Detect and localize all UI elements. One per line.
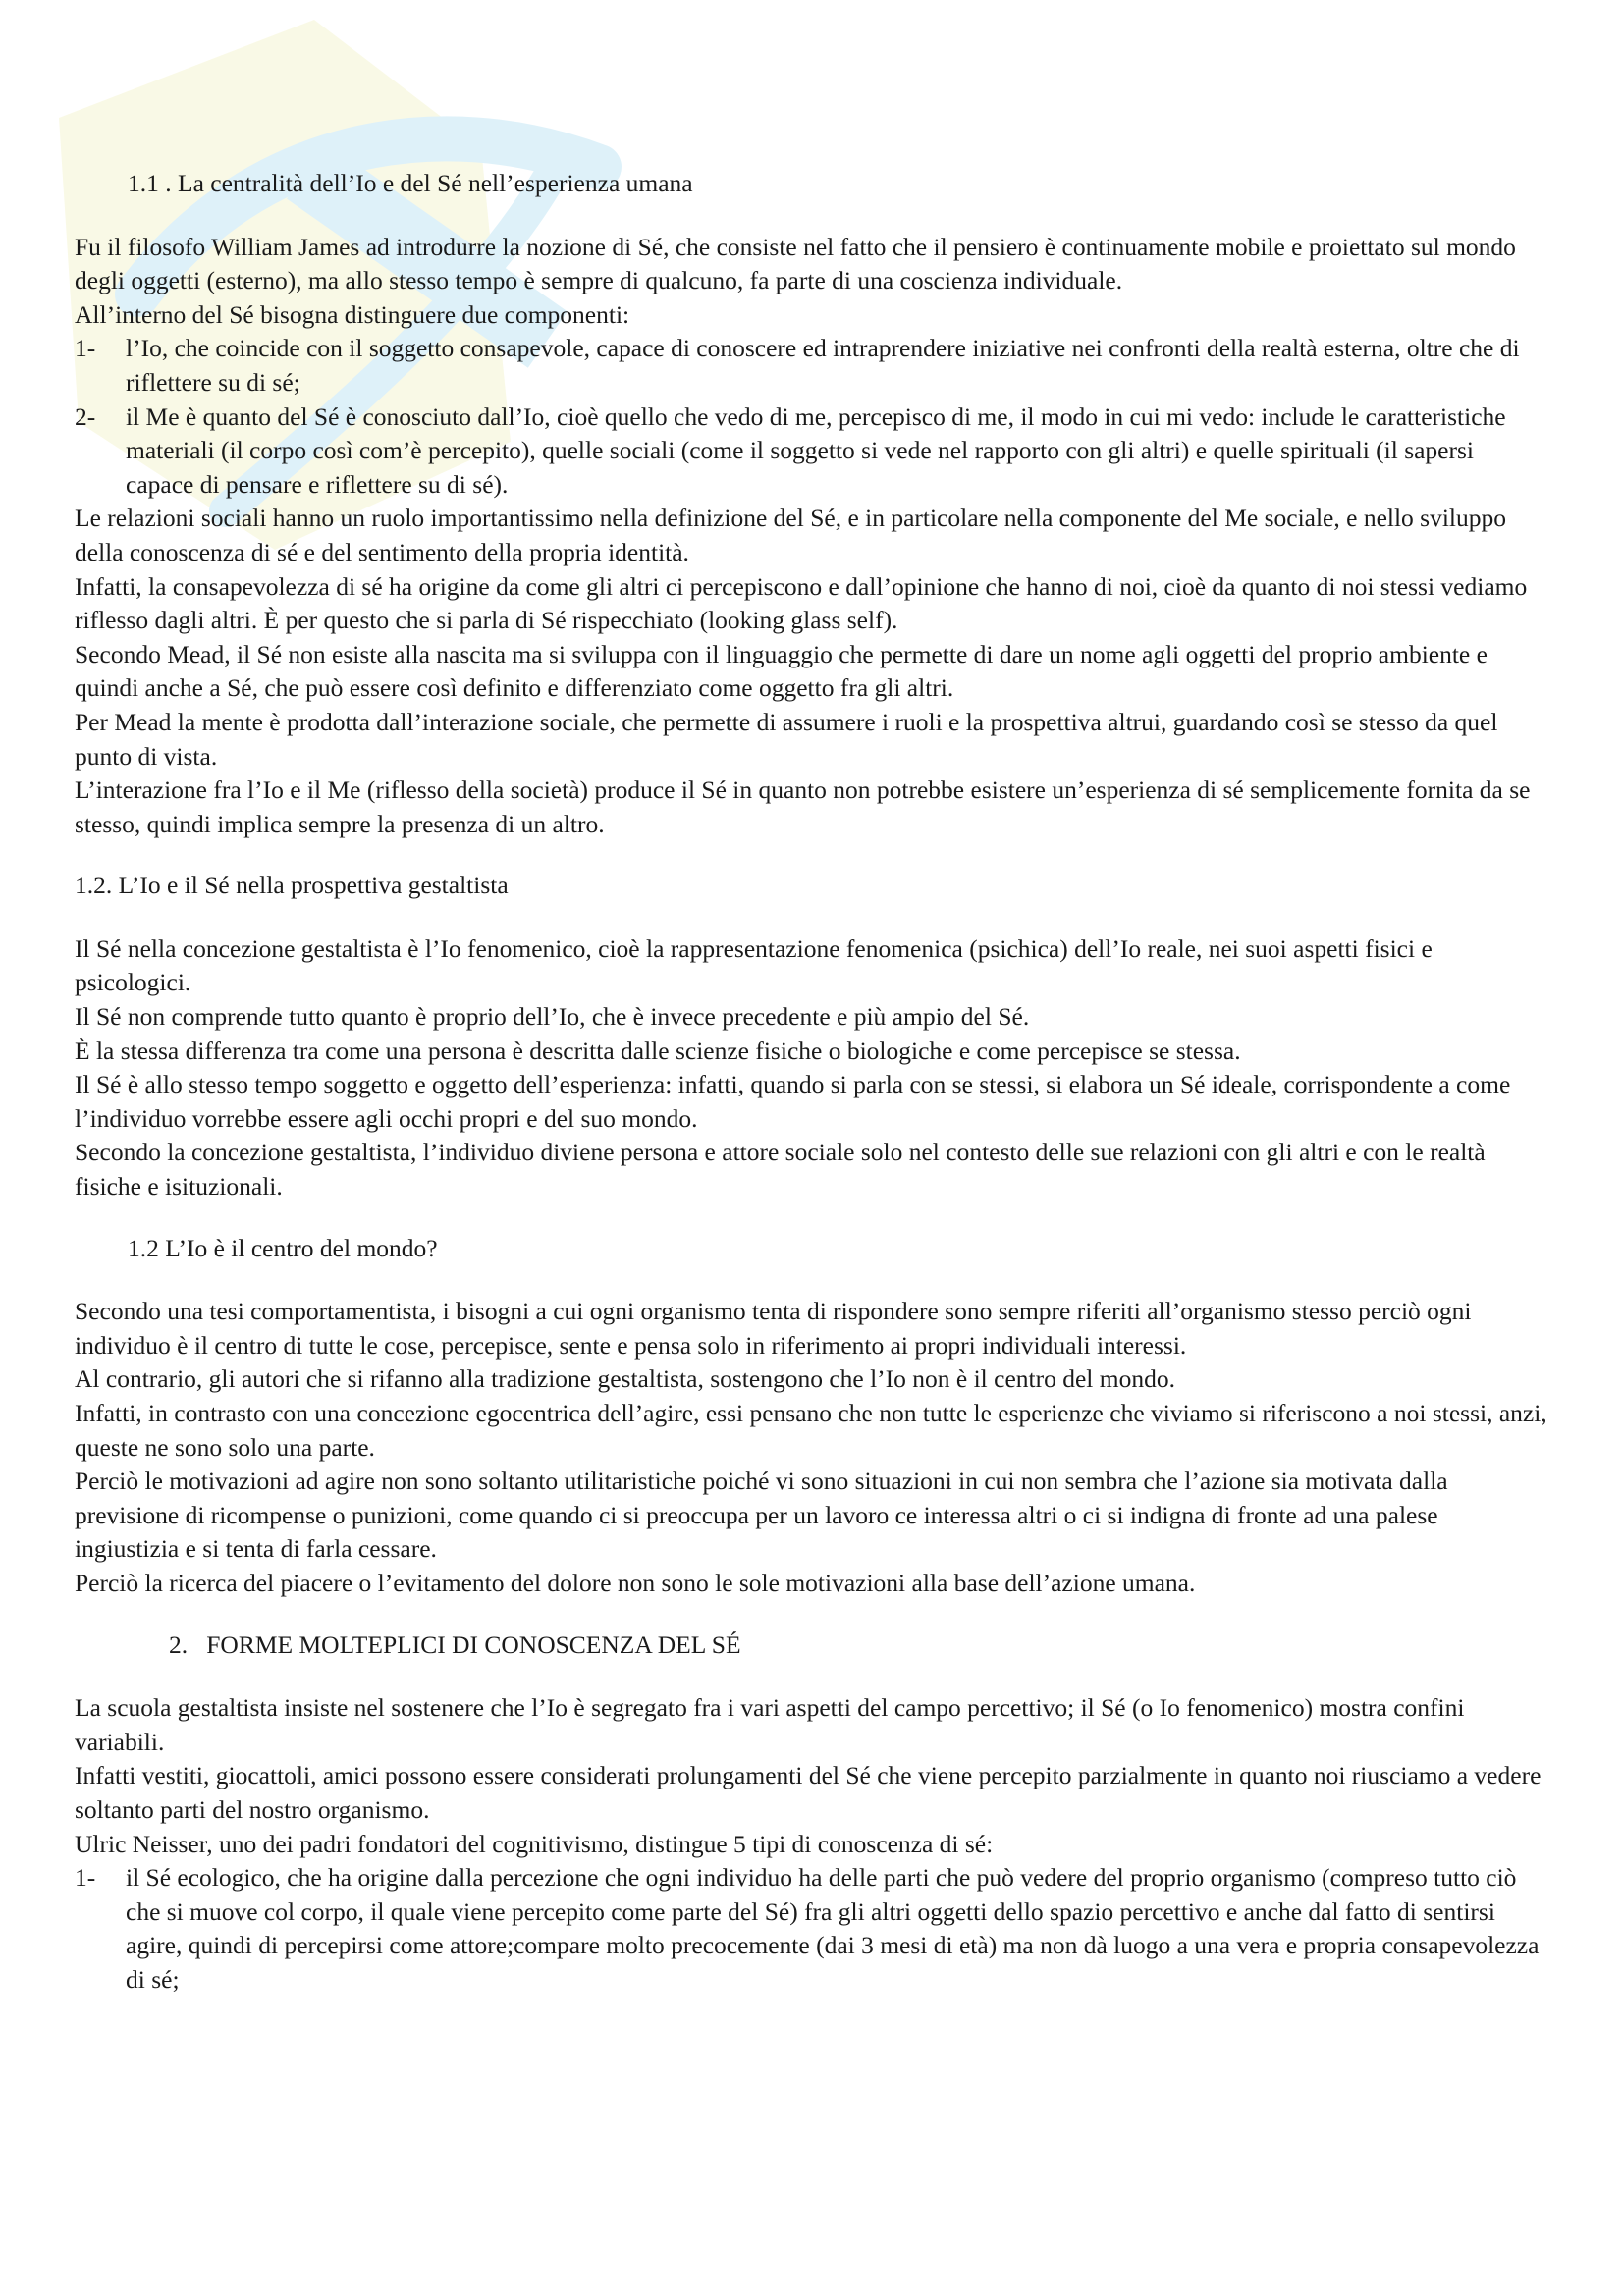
paragraph: Il Sé nella concezione gestaltista è l’Io fenomenico, cioè la rappresentazione fenomenica (psichica) dell’Io reale, nei suoi aspetti fisici e psicologici. (75, 934, 1433, 997)
paragraph: Al contrario, gli autori che si rifanno alla tradizione gestaltista, sostengono che l’Io non è il centro del mondo. (75, 1364, 1175, 1394)
list-text: il Me è quanto del Sé è conosciuto dall’Io, cioè quello che vedo di me, percepisco di me, il modo in cui mi vedo: include le caratteristiche materiali (il corpo così com’è percepito), quelle sociali (come il soggetto si vede nel rapporto con gli altri) e quelle spirituali (il sapersi capace di pensare e riflettere su di sé). (126, 401, 1506, 499)
paragraph: Secondo una tesi comportamentista, i bisogni a cui ogni organismo tenta di rispondere sono sempre riferiti all’organismo stesso perciò ogni individuo è il centro di tutte le cose, percepisce, sente e pensa solo in riferimento ai propri individuali interessi. (75, 1297, 1472, 1360)
paragraph: L’interazione fra l’Io e il Me (riflesso della società) produce il Sé in quanto non potrebbe esistere un’esperienza di sé semplicemente fornita da se stesso, quindi implica sempre la presenza di un altro. (75, 775, 1531, 838)
paragraph: Infatti vestiti, giocattoli, amici possono essere considerati prolungamenti del Sé che viene percepito parzialmente in quanto noi riusciamo a vedere soltanto parti del nostro organismo. (75, 1761, 1542, 1824)
paragraph: Fu il filosofo William James ad introdurre la nozione di Sé, che consiste nel fatto che il pensiero è continuamente mobile e proiettato sul mondo degli oggetti (esterno), ma allo stesso tempo è sempre di qualcuno, fa parte di una coscienza individuale. (75, 232, 1516, 295)
list-number: 1- (75, 1863, 96, 1893)
paragraph: Il Sé non comprende tutto quanto è proprio dell’Io, che è invece precedente e più ampio del Sé. (75, 1002, 1030, 1032)
paragraph: Infatti, in contrasto con una concezione egocentrica dell’agire, essi pensano che non tutte le esperienze che viviamo si riferiscono a noi stessi, anzi, queste ne sono solo una parte. (75, 1399, 1547, 1462)
paragraph: Il Sé è allo stesso tempo soggetto e oggetto dell’esperienza: infatti, quando si parla con se stessi, si elabora un Sé ideale, corrispondente a come l’individuo vorrebbe essere agli occhi propri e del suo mondo. (75, 1070, 1511, 1133)
section-heading: 1.1 . La centralità dell’Io e del Sé nell’esperienza umana (128, 169, 693, 197)
paragraph: Perciò la ricerca del piacere o l’evitamento del dolore non sono le sole motivazioni alla base dell’azione umana. (75, 1568, 1196, 1597)
paragraph: Le relazioni sociali hanno un ruolo importantissimo nella definizione del Sé, e in particolare nella componente del Me sociale, e nello sviluppo della conoscenza di sé e del sentimento della propria identità. (75, 504, 1507, 566)
list-item (75, 1861, 1547, 1997)
paragraph: Perciò le motivazioni ad agire non sono soltanto utilitaristiche poiché vi sono situazioni in cui non sembra che l’azione sia motivata dalla previsione di ricompense o punizioni, come quando ci si preoccupa per un lavoro ce interessa altri o ci si indigna di fronte ad una palese ingiustizia e si tenta di farla cessare. (75, 1467, 1448, 1564)
paragraph: Secondo la concezione gestaltista, l’individuo diviene persona e attore sociale solo nel contesto delle sue relazioni con gli altri e con le realtà fisiche e isituzionali. (75, 1138, 1486, 1201)
list-number: 1- (75, 334, 96, 363)
list-text: il Sé ecologico, che ha origine dalla percezione che ogni individuo ha delle parti che può vedere del proprio organismo (compreso tutto ciò che si muove col corpo, il quale viene percepito come parte del Sé) fra gli altri oggetti dello spazio percettivo e anche dal fatto di sentirsi agire, quindi di percepirsi come attore;compare molto precocemente (dai 3 mesi di età) ma non dà luogo a una vera e propria consapevolezza di sé; (126, 1863, 1540, 1994)
paragraph: Secondo Mead, il Sé non esiste alla nascita ma si sviluppa con il linguaggio che permette di dare un nome agli oggetti del proprio ambiente e quindi anche a Sé, che può essere così definito e differenziato come oggetto fra gli altri. (75, 639, 1488, 703)
section-heading: 2. FORME MOLTEPLICI DI CONOSCENZA DEL SÉ (169, 1629, 741, 1659)
section-heading: 1.2 L’Io è il centro del mondo? (128, 1233, 438, 1262)
paragraph: Ulric Neisser, uno dei padri fondatori del cognitivismo, distingue 5 tipi di conoscenza di sé: (75, 1829, 994, 1858)
paragraph: La scuola gestaltista insiste nel sostenere che l’Io è segregato fra i vari aspetti del campo percettivo; il Sé (o Io fenomenico) mostra confini variabili. (75, 1693, 1465, 1756)
document-page (75, 167, 1547, 1998)
paragraph: Per Mead la mente è prodotta dall’interazione sociale, che permette di assumere i ruoli e la prospettiva altrui, guardando così se stesso da quel punto di vista. (75, 707, 1498, 771)
paragraph: È la stessa differenza tra come una persona è descritta dalle scienze fisiche o biologiche e come percepisce se stessa. (75, 1036, 1241, 1065)
paragraph: Infatti, la consapevolezza di sé ha origine da come gli altri ci percepiscono e dall’opinione che hanno di noi, cioè da quanto di noi stessi vediamo riflesso dagli altri. È per questo che si parla di Sé rispecchiato (looking glass self). (75, 571, 1528, 635)
list-item (75, 400, 1547, 503)
list-text: l’Io, che coincide con il soggetto consapevole, capace di conoscere ed intraprendere iniziative nei confronti della realtà esterna, oltre che di riflettere su di sé; (126, 334, 1520, 397)
list-number: 2- (75, 401, 96, 431)
paragraph: All’interno del Sé bisogna distinguere due componenti: (75, 299, 630, 329)
list-item (75, 332, 1547, 400)
section-heading: 1.2. L’Io e il Sé nella prospettiva gestaltista (75, 871, 509, 900)
